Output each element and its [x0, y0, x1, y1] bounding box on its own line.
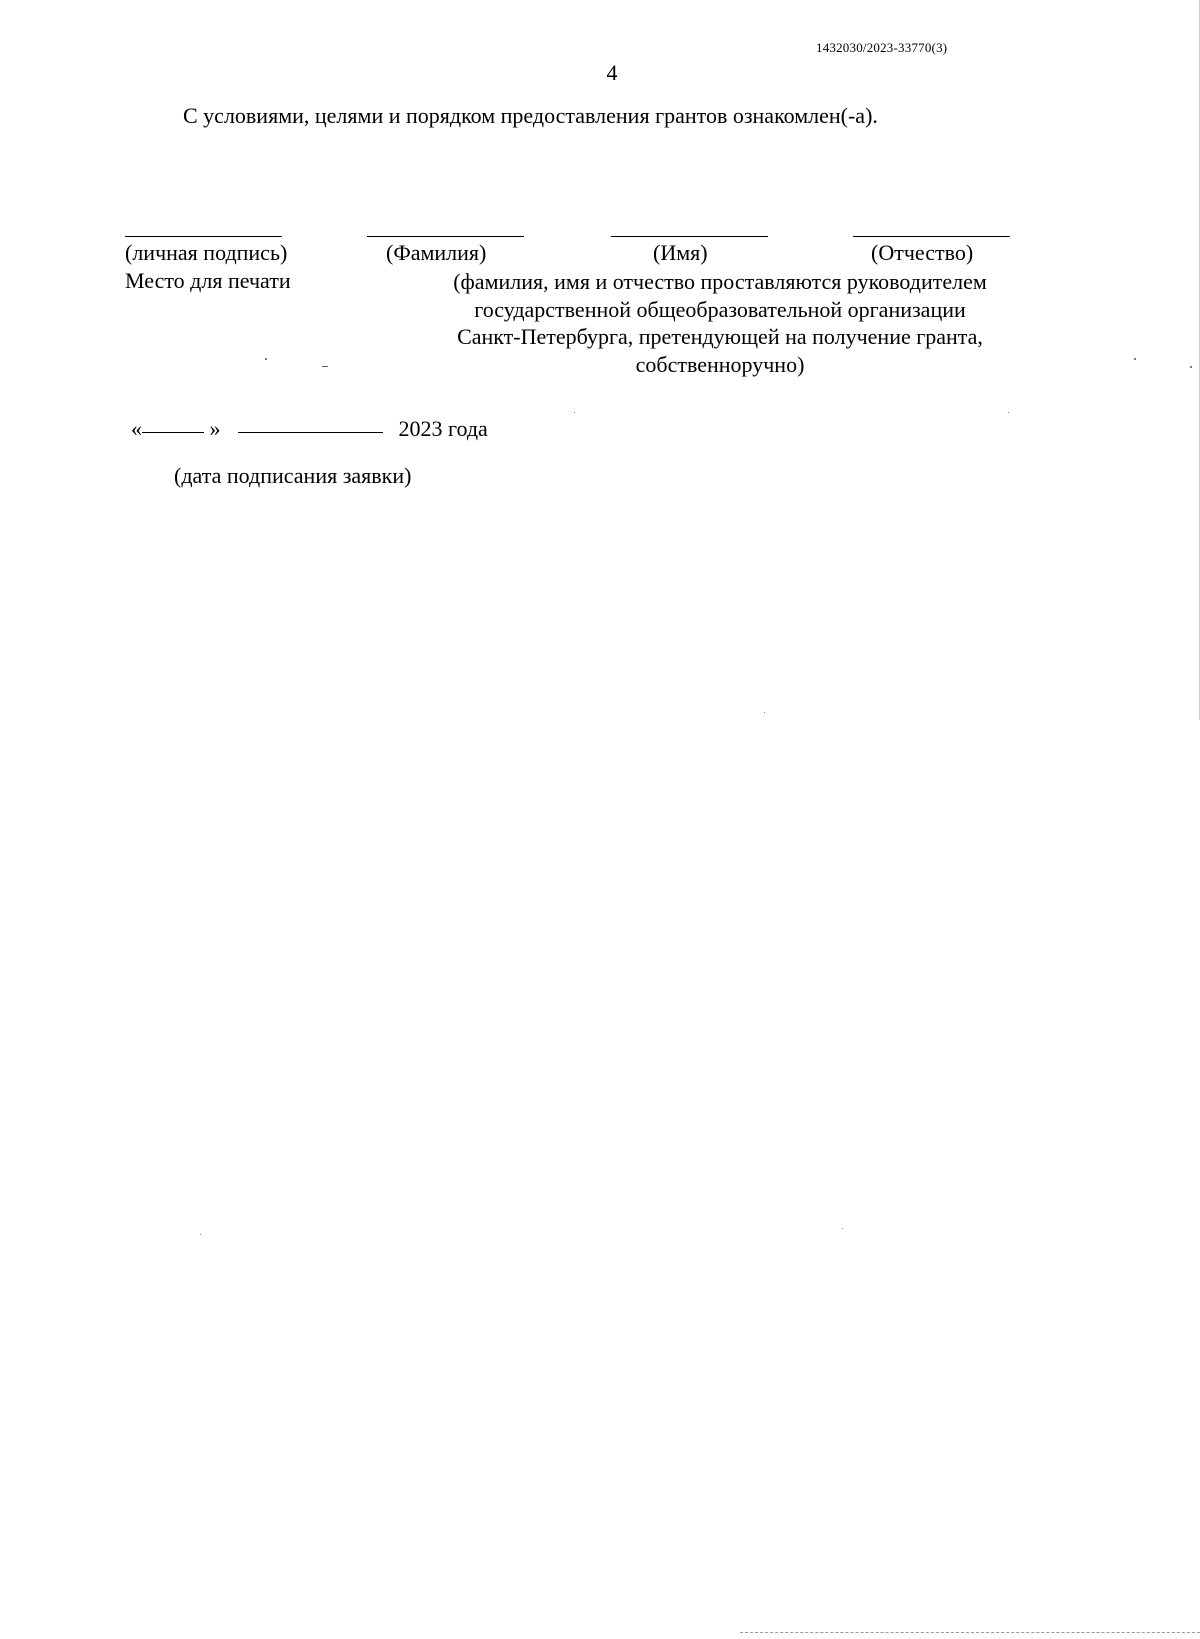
acknowledgement-text: С условиями, целями и порядком предоставления грантов ознакомлен(-а). [183, 103, 878, 128]
scan-speck [200, 1234, 201, 1235]
scan-speck [322, 366, 328, 367]
stamp-place-label: Место для печати [125, 268, 291, 293]
page-number: 4 [606, 60, 618, 85]
fio-note-line: собственноручно) [635, 351, 805, 377]
name-blank-line [611, 236, 768, 237]
signature-blank-line [125, 236, 282, 237]
fio-note-line: Санкт-Петербурга, претендующей на получение гранта, [457, 324, 983, 349]
surname-blank-line [367, 236, 524, 237]
day-blank-line [142, 431, 204, 433]
year-text: 2023 года [398, 416, 488, 441]
scan-speck [842, 1228, 843, 1229]
month-blank-line [238, 431, 383, 433]
name-label: (Имя) [653, 240, 708, 265]
fio-instruction-note [410, 268, 1030, 378]
surname-label: (Фамилия) [386, 240, 487, 265]
scan-speck [1008, 412, 1009, 413]
signature-label: (личная подпись) [125, 240, 288, 265]
scan-speck [574, 412, 575, 413]
scan-speck [1190, 366, 1192, 368]
document-number: 1432030/2023-33770(3) [816, 40, 948, 55]
date-close-quote: » [209, 416, 221, 441]
patronymic-label: (Отчество) [871, 240, 974, 265]
fio-note-line: государственной общеобразовательной организации [474, 296, 966, 322]
patronymic-blank-line [853, 236, 1010, 237]
scan-speck [265, 358, 267, 360]
date-caption: (дата подписания заявки) [174, 463, 412, 488]
scan-speck [764, 712, 765, 713]
date-row [131, 416, 488, 442]
fio-note-line: (фамилия, имя и отчество проставляются руководителем [453, 269, 987, 294]
scan-bottom-artifact [740, 1632, 1200, 1633]
date-open-quote: « [131, 416, 142, 441]
scan-speck [1134, 358, 1136, 360]
